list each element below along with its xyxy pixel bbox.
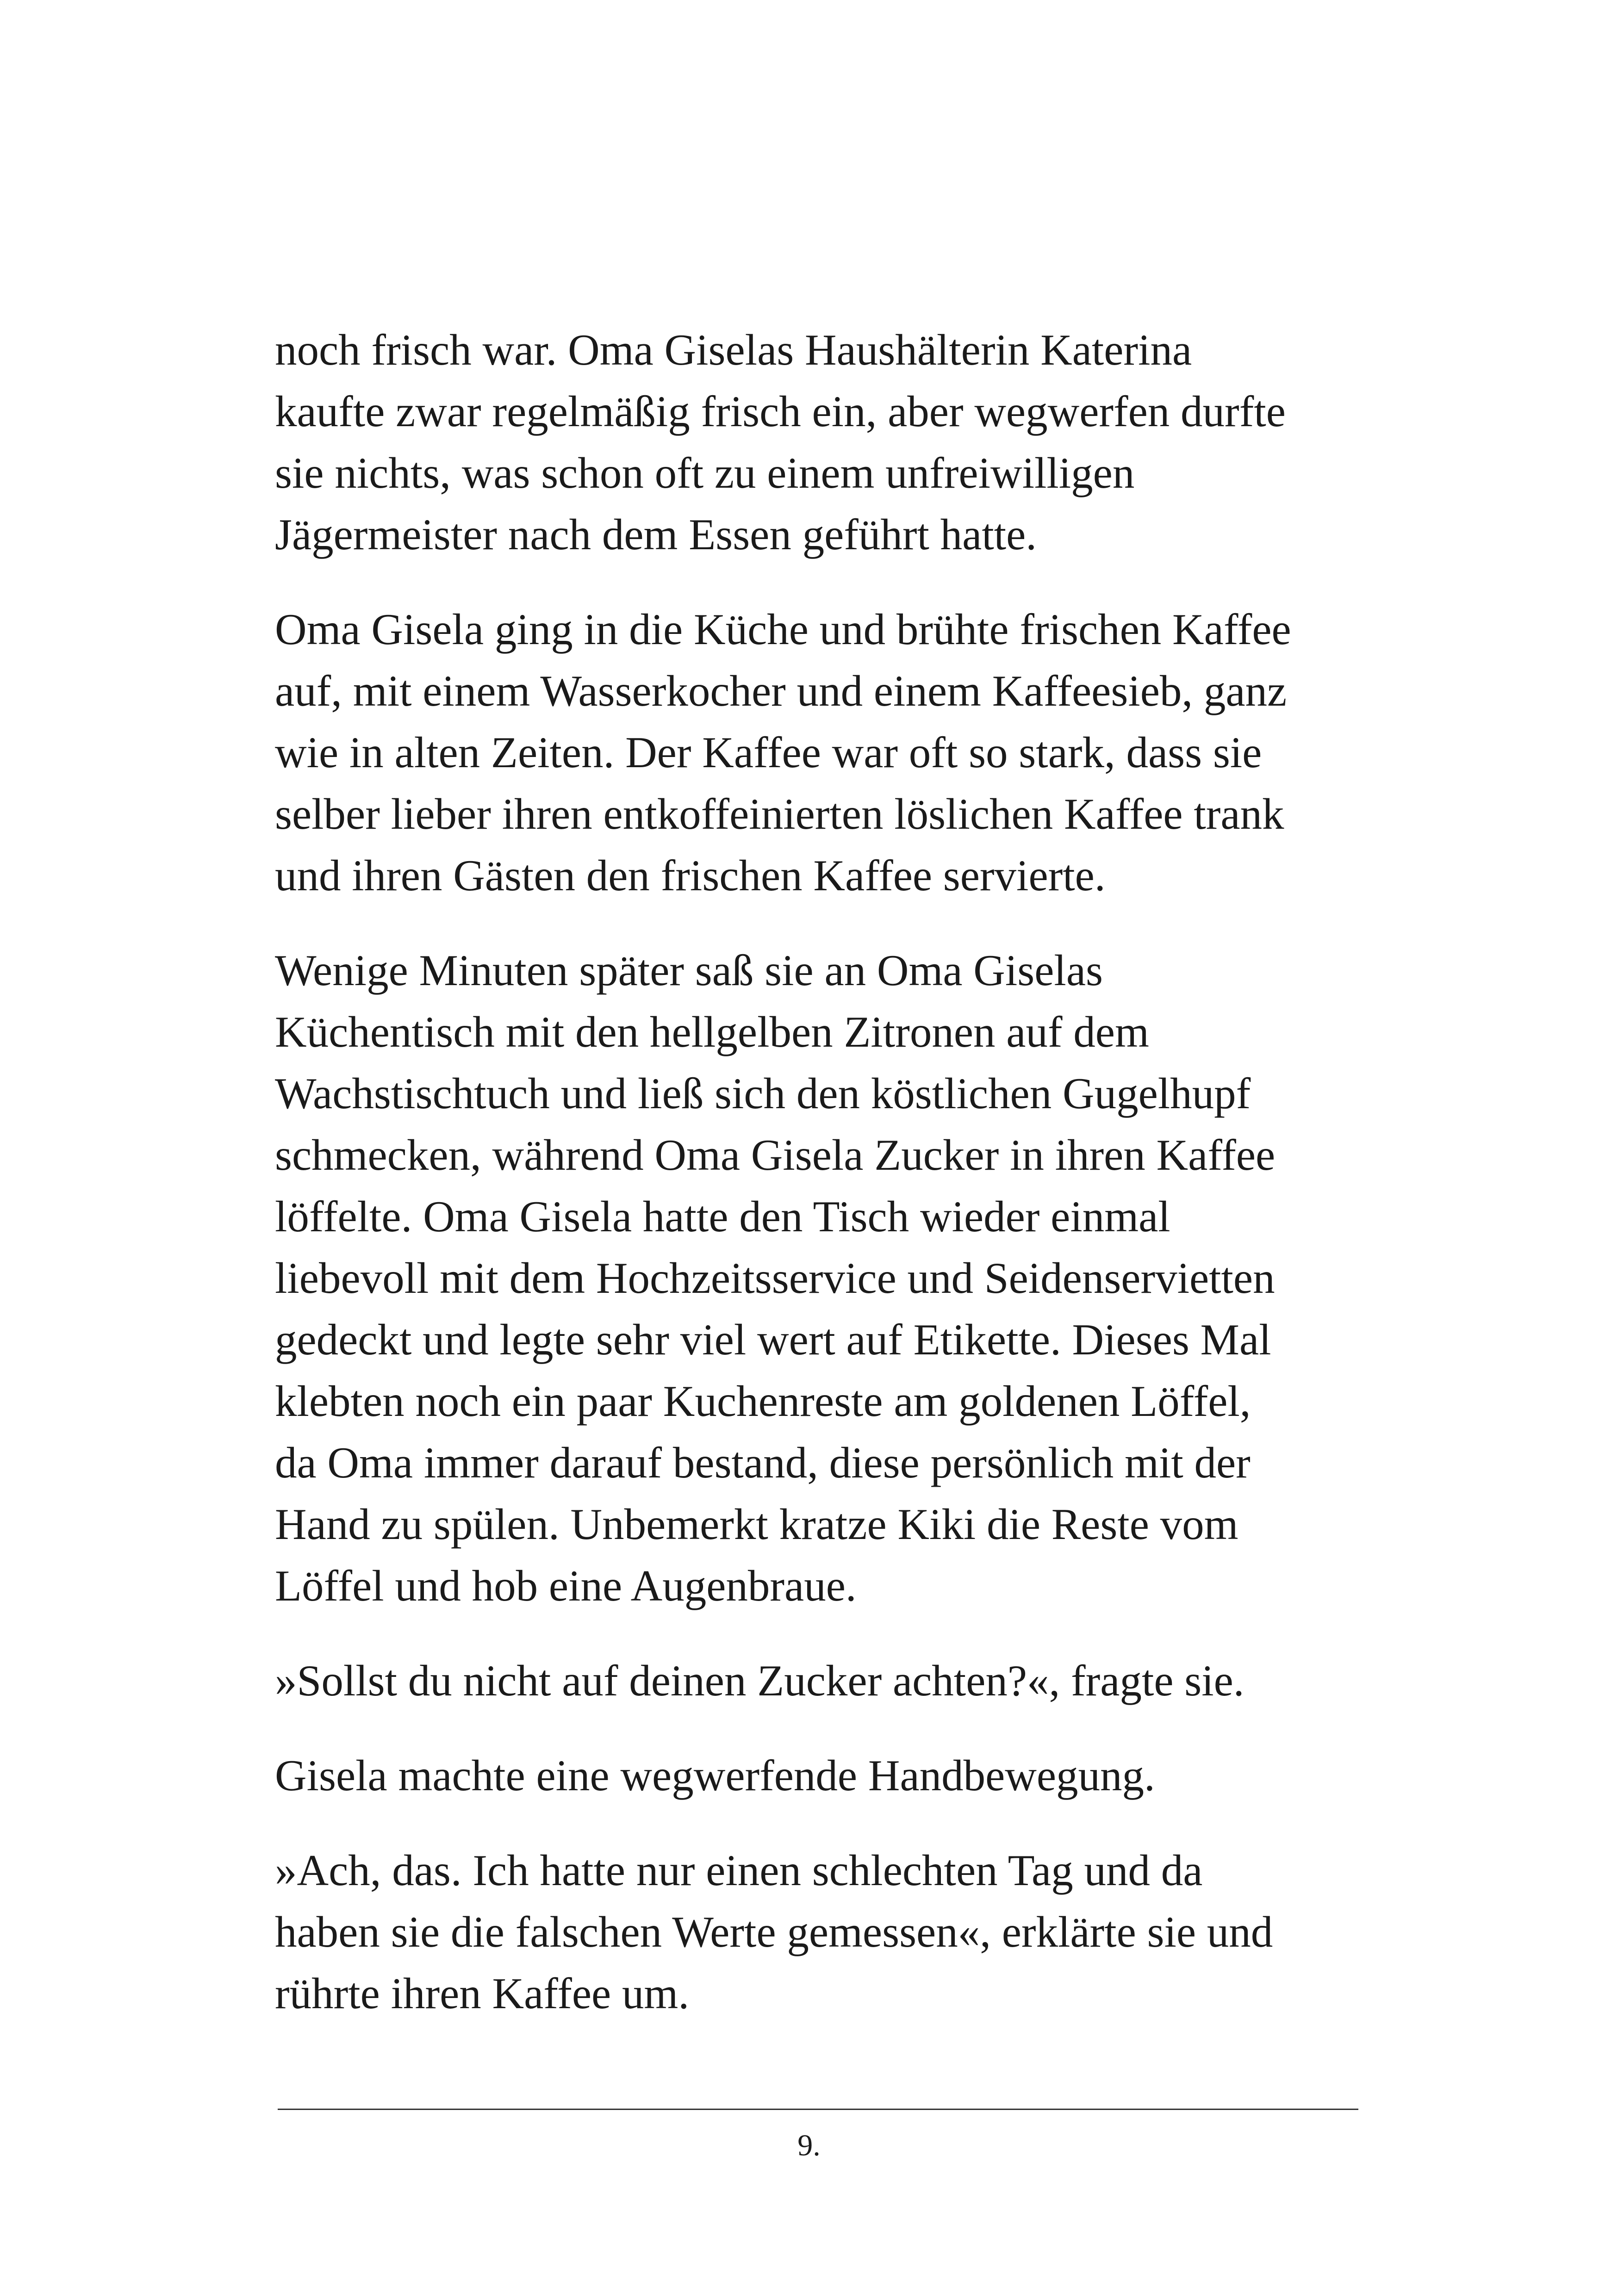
paragraph-4 (275, 1650, 1367, 1712)
page-number: 9. (797, 2128, 821, 2162)
text-line: Jägermeister nach dem Essen geführt hatte. (275, 510, 1037, 559)
text-line: und ihren Gästen den frischen Kaffee servierte. (275, 851, 1106, 900)
body-text (275, 319, 1367, 2058)
text-line: gedeckt und legte sehr viel wert auf Etikette. Dieses Mal (275, 1315, 1271, 1364)
text-line: löffelte. Oma Gisela hatte den Tisch wieder einmal (275, 1192, 1170, 1241)
footer-divider (278, 2109, 1358, 2110)
text-line: Wachstischtuch und ließ sich den köstlichen Gugelhupf (275, 1069, 1251, 1118)
text-line: kaufte zwar regelmäßig frisch ein, aber wegwerfen durfte (275, 387, 1286, 436)
paragraph-6 (275, 1840, 1367, 2024)
text-line: auf, mit einem Wasserkocher und einem Kaffeesieb, ganz (275, 666, 1287, 715)
text-line: Wenige Minuten später saß sie an Oma Giselas (275, 946, 1103, 995)
text-line: Hand zu spülen. Unbemerkt kratze Kiki die Reste vom (275, 1500, 1238, 1549)
text-line: Oma Gisela ging in die Küche und brühte frischen Kaffee (275, 605, 1291, 654)
text-line: wie in alten Zeiten. Der Kaffee war oft so stark, dass sie (275, 728, 1262, 777)
paragraph-1 (275, 319, 1367, 565)
text-line: haben sie die falschen Werte gemessen«, erklärte sie und (275, 1907, 1273, 1956)
text-line: »Sollst du nicht auf deinen Zucker achten?«, fragte sie. (275, 1656, 1245, 1705)
text-line: selber lieber ihren entkoffeinierten löslichen Kaffee trank (275, 789, 1284, 838)
text-line: liebevoll mit dem Hochzeitsservice und Seidenservietten (275, 1253, 1275, 1303)
paragraph-2 (275, 599, 1367, 906)
text-line: »Ach, das. Ich hatte nur einen schlechten Tag und da (275, 1846, 1203, 1895)
text-line: Gisela machte eine wegwerfende Handbewegung. (275, 1751, 1155, 1800)
text-line: noch frisch war. Oma Giselas Haushälterin Katerina (275, 325, 1192, 374)
paragraph-5 (275, 1745, 1367, 1806)
paragraph-3 (275, 940, 1367, 1617)
text-line: sie nichts, was schon oft zu einem unfreiwilligen (275, 448, 1135, 497)
text-line: Löffel und hob eine Augenbraue. (275, 1561, 857, 1610)
text-line: da Oma immer darauf bestand, diese persönlich mit der (275, 1438, 1251, 1487)
text-line: rührte ihren Kaffee um. (275, 1969, 690, 2018)
text-line: schmecken, während Oma Gisela Zucker in ihren Kaffee (275, 1130, 1276, 1179)
text-line: klebten noch ein paar Kuchenreste am goldenen Löffel, (275, 1377, 1251, 1426)
text-line: Küchentisch mit den hellgelben Zitronen auf dem (275, 1007, 1149, 1056)
